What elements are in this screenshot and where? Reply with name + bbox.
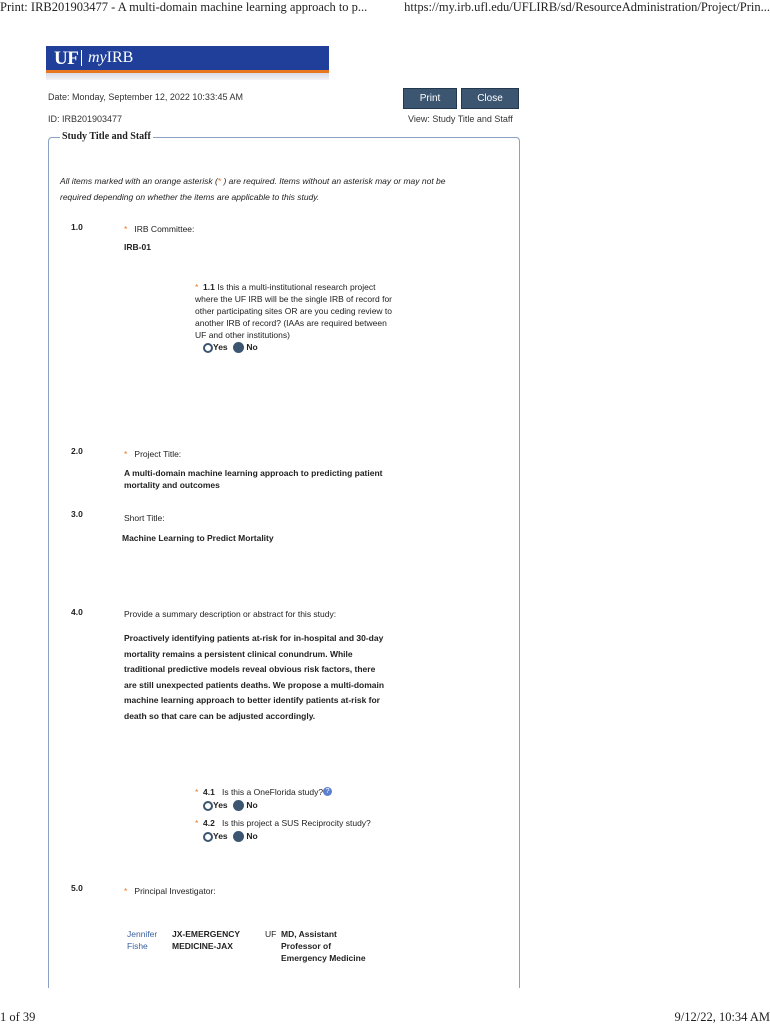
radio-group-4-2: Yes No <box>203 831 258 842</box>
page-count: 1 of 39 <box>0 1010 35 1025</box>
irb-committee-label: * IRB Committee: <box>124 224 194 234</box>
project-title-value: A multi-domain machine learning approach to predicting patient mortality and outcomes <box>124 467 383 491</box>
question-number: 4.0 <box>71 607 83 617</box>
logo-uf-text: UF <box>54 48 78 70</box>
radio-group-4-1: Yes No <box>203 800 258 811</box>
irb-committee-value: IRB-01 <box>124 242 151 252</box>
question-number: 2.0 <box>71 446 83 456</box>
question-number: 1.0 <box>71 222 83 232</box>
print-date: Date: Monday, September 12, 2022 10:33:45 AM <box>48 92 243 102</box>
question-number: 3.0 <box>71 509 83 519</box>
study-title-staff-panel <box>48 137 520 988</box>
short-title-label: Short Title: <box>124 513 165 523</box>
radio-group-1-1: Yes No <box>203 342 258 353</box>
summary-label: Provide a summary description or abstract for this study: <box>124 609 336 619</box>
view-label: View: Study Title and Staff <box>408 114 513 124</box>
print-button[interactable]: Print <box>403 88 457 109</box>
print-page-title: Print: IRB201903477 - A multi-domain machine learning approach to p... <box>0 0 367 15</box>
project-title-label: * Project Title: <box>124 449 181 459</box>
uf-myirb-logo <box>46 46 329 80</box>
radio-no[interactable] <box>233 800 244 811</box>
question-4-2: * 4.2 Is this project a SUS Reciprocity study? <box>195 818 371 828</box>
radio-no[interactable] <box>233 831 244 842</box>
pi-department: JX-EMERGENCY MEDICINE-JAX <box>172 928 240 952</box>
required-note: All items marked with an orange asterisk (* ) are required. Items without an asterisk may or may not be <box>60 176 446 186</box>
summary-value: Proactively identifying patients at-risk for in-hospital and 30-day mortality remains a persistent clinical conundrum. While traditional predictive models reveal obvious risk factors, there are still unexpected patients deaths. We propose a multi-domain machine learning approach to better identify patients at-risk for death so that care can be adjusted accordingly. <box>124 631 384 724</box>
print-page-url: https://my.irb.ufl.edu/UFLIRB/sd/ResourceAdministration/Project/Prin... <box>404 0 770 15</box>
radio-yes[interactable] <box>203 832 213 842</box>
radio-yes[interactable] <box>203 801 213 811</box>
print-datetime: 9/12/22, 10:34 AM <box>675 1010 770 1025</box>
close-button[interactable]: Close <box>461 88 519 109</box>
question-4-1: * 4.1 Is this a OneFlorida study? ? <box>195 787 332 797</box>
radio-no[interactable] <box>233 342 244 353</box>
logo-myirb-text: myIRB <box>88 49 133 67</box>
pi-name-link[interactable]: Jennifer Fishe <box>127 928 157 952</box>
short-title-value: Machine Learning to Predict Mortality <box>122 533 274 543</box>
section-title: Study Title and Staff <box>60 131 153 142</box>
pi-label: * Principal Investigator: <box>124 886 216 896</box>
study-id: ID: IRB201903477 <box>48 114 122 124</box>
question-number: 5.0 <box>71 883 83 893</box>
required-note-line2: required depending on whether the items are applicable to this study. <box>60 192 319 202</box>
radio-yes[interactable] <box>203 343 213 353</box>
question-1-1: * 1.1 Is this a multi-institutional research project where the UF IRB will be the single IRB of record for other participating sites OR are you ceding review to another IRB of record? (IAAs are required between UF and other institutions) <box>195 281 435 341</box>
help-icon[interactable]: ? <box>323 787 332 796</box>
pi-org: UF <box>265 929 276 939</box>
pi-title: MD, Assistant Professor of Emergency Medicine <box>281 928 366 964</box>
